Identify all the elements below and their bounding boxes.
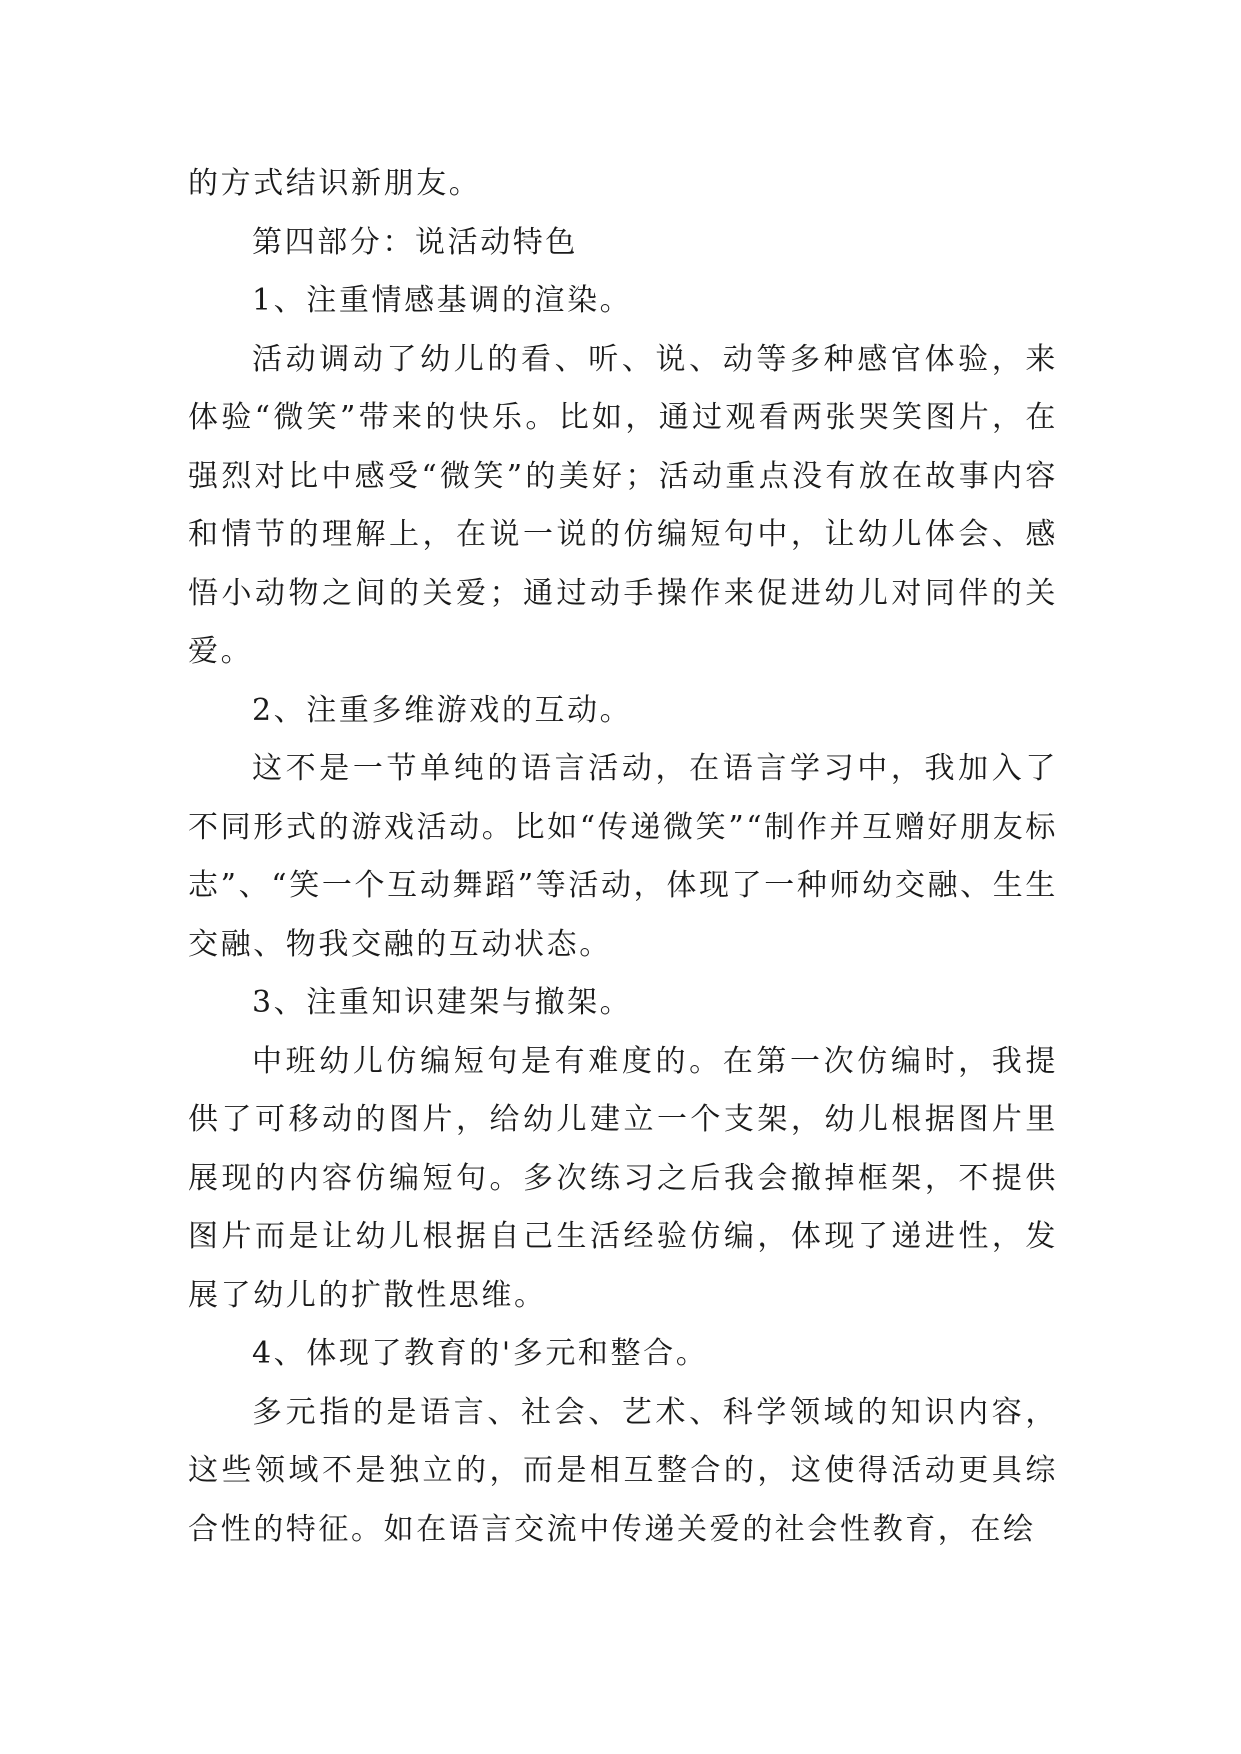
feature-paragraph-1: 活动调动了幼儿的看、听、说、动等多种感官体验，来体验“微笑”带来的快乐。比如，通过观看两张哭笑图片，在强烈对比中感受“微笑”的美好；活动重点没有放在故事内容和情节的理解上，在说一说的仿编短句中，让幼儿体会、感悟小动物之间的关爱；通过动手操作来促进幼儿对同伴的关爱。 [188,341,1058,669]
feature-heading-1: 1、注重情感基调的渲染。 [252,283,633,318]
feature-paragraph-2: 这不是一节单纯的语言活动，在语言学习中，我加入了不同形式的游戏活动。比如“传递微笑”“制作并互赠好朋友标志”、“笑一个互动舞蹈”等活动，体现了一种师幼交融、生生交融、物我交融的互动状态。 [188,751,1058,962]
section-heading: 第四部分：说活动特色 [252,224,578,260]
feature-heading-3: 3、注重知识建架与撤架。 [252,985,633,1020]
feature-paragraph-3: 中班幼儿仿编短句是有难度的。在第一次仿编时，我提供了可移动的图片，给幼儿建立一个支架，幼儿根据图片里展现的内容仿编短句。多次练习之后我会撤掉框架，不提供图片而是让幼儿根据自己生活经验仿编，体现了递进性，发展了幼儿的扩散性思维。 [188,1043,1058,1313]
paragraph-continuation: 的方式结识新朋友。 [188,166,482,201]
feature-paragraph-4: 多元指的是语言、社会、艺术、科学领域的知识内容，这些领域不是独立的，而是相互整合的，这使得活动更具综合性的特征。如在语言交流中传递关爱的社会性教育，在绘 [188,1394,1058,1547]
document-body [188,155,1058,1559]
feature-heading-4: 4、体现了教育的'多元和整合。 [252,1336,709,1371]
feature-heading-2: 2、注重多维游戏的互动。 [252,692,633,728]
